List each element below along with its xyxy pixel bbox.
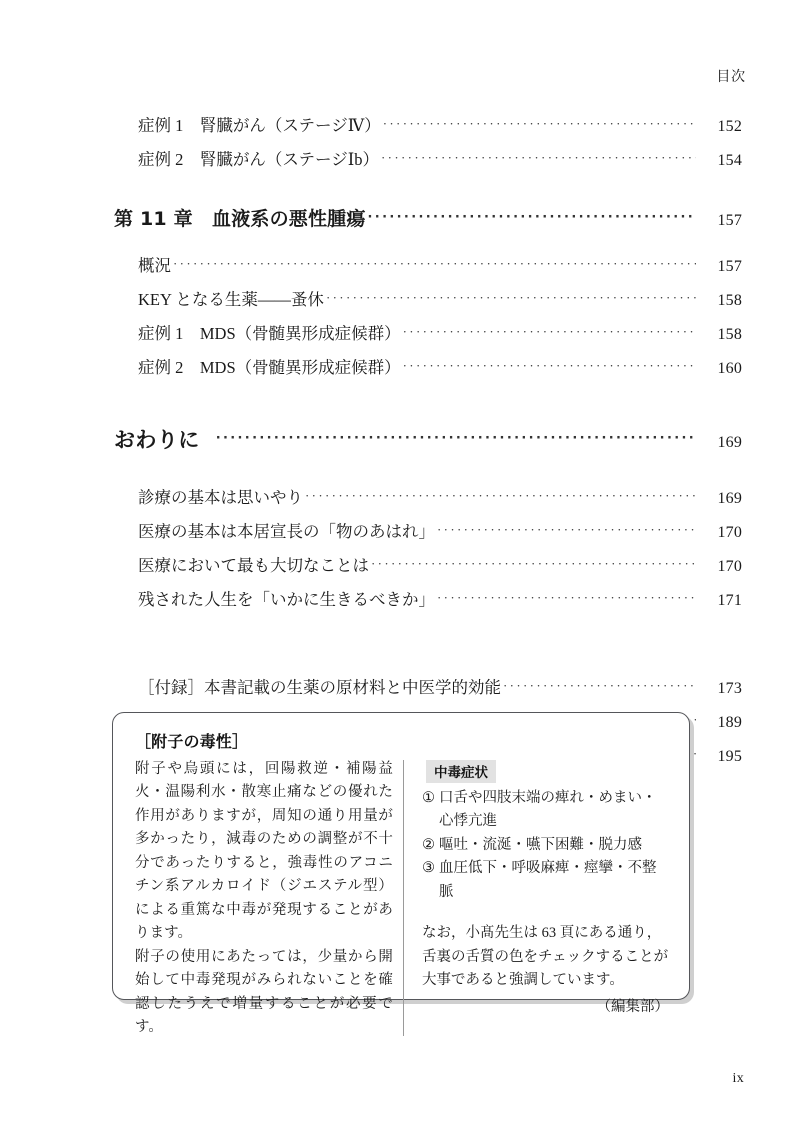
- toc-page-number: 189: [717, 714, 742, 731]
- toc-chapter-label: 第 11 章 血液系の悪性腫瘍: [114, 208, 366, 230]
- toc-row[interactable]: [0, 326, 800, 360]
- leader-dots: [383, 117, 696, 130]
- note-right-column: [404, 758, 669, 1040]
- toc-page-number: 171: [717, 592, 742, 609]
- toc-page-number: 154: [717, 152, 742, 169]
- toc-entry-label: 診療の基本は思いやり: [138, 488, 303, 507]
- leader-dots: [216, 431, 696, 446]
- spacer: [0, 186, 800, 204]
- note-tail: [422, 922, 669, 1015]
- toc-page-number: 157: [717, 258, 742, 275]
- note-box-inner: [113, 713, 689, 1036]
- list-item: [422, 857, 669, 904]
- leader-dots: [503, 678, 696, 694]
- toc-entry-label: 症例 1 腎臓がん（ステージⅣ）: [138, 116, 381, 135]
- toc-row[interactable]: [0, 152, 800, 186]
- symptom-heading: 中毒症状: [426, 760, 496, 783]
- list-item-text: 血圧低下・呼吸麻痺・痙攣・不整脈: [439, 860, 657, 900]
- leader-dots: [305, 489, 696, 502]
- toc-entry-label: KEY となる生薬——蚤休: [138, 290, 324, 309]
- leader-dots: [371, 557, 696, 570]
- toc-page-number: 158: [717, 292, 742, 309]
- note-box: [112, 712, 690, 1036]
- toc-row[interactable]: [0, 360, 800, 394]
- list-marker: ②: [422, 836, 435, 853]
- toc-entry-label: 症例 2 MDS（骨髄異形成症候群）: [138, 358, 401, 377]
- running-head: 目次: [716, 70, 746, 85]
- toc-entry-label: 症例 2 腎臓がん（ステージⅠb）: [138, 150, 379, 169]
- symptom-list: [422, 787, 669, 904]
- leader-dots: [368, 210, 696, 225]
- note-paragraph: なお，小髙先生は 63 頁にある通り，舌裏の舌質の色をチェックすることが大事であると強調しています。: [422, 925, 669, 989]
- toc-section-label: おわりに: [114, 428, 200, 452]
- list-marker: ①: [422, 790, 435, 806]
- list-item-text: 嘔吐・流涎・嚥下困難・脱力感: [439, 836, 642, 853]
- toc-row[interactable]: [0, 558, 800, 592]
- list-marker: ③: [422, 860, 435, 877]
- toc-entry-label: 症例 1 MDS（骨髄異形成症候群）: [138, 324, 401, 343]
- toc-entry-label: ［付録］本書記載の生薬の原材料と中医学的効能: [138, 678, 501, 697]
- toc-page-number: 173: [717, 680, 742, 697]
- spacer: [0, 626, 800, 656]
- toc-row[interactable]: [0, 674, 800, 708]
- toc-row[interactable]: [0, 490, 800, 524]
- note-paragraph: 附子の使用にあたっては，少量から開始して中毒発現がみられないことを確認したうえで増量することが必要です。: [135, 948, 393, 1036]
- leader-dots: [437, 523, 696, 536]
- table-of-contents: [0, 118, 800, 776]
- page-number: ix: [732, 1071, 744, 1086]
- toc-page-number: 157: [717, 212, 742, 229]
- toc-page-number: 169: [717, 434, 742, 451]
- leader-dots: [326, 291, 696, 304]
- toc-row[interactable]: [0, 118, 800, 152]
- toc-row[interactable]: [0, 592, 800, 626]
- toc-page-number: 169: [717, 490, 742, 507]
- spacer: [0, 656, 800, 674]
- leader-dots: [437, 591, 696, 604]
- toc-chapter-row[interactable]: [0, 204, 800, 248]
- leader-dots: [403, 359, 696, 372]
- toc-entry-label: 医療の基本は本居宣長の「物のあはれ」: [138, 522, 435, 541]
- note-signature: （編集部）: [596, 998, 669, 1015]
- list-item: [422, 834, 669, 857]
- toc-entry-label: 医療において最も大切なことは: [138, 556, 369, 575]
- toc-page-number: 170: [717, 524, 742, 541]
- toc-row[interactable]: [0, 258, 800, 292]
- toc-entry-label: 残された人生を「いかに生きるべきか」: [138, 590, 435, 609]
- list-item: [422, 787, 669, 834]
- toc-page-number: 152: [717, 118, 742, 135]
- toc-page-number: 170: [717, 558, 742, 575]
- toc-section-row[interactable]: [0, 424, 800, 472]
- leader-dots: [403, 325, 696, 338]
- note-left-column: [135, 758, 403, 1040]
- spacer: [0, 472, 800, 490]
- toc-entry-label: 概況: [138, 256, 171, 275]
- list-item-text: 口舌や四肢末端の痺れ・めまい・心悸亢進: [439, 790, 657, 830]
- note-paragraph: 附子や烏頭には，回陽救逆・補陽益火・温陽利水・散寒止痛などの優れた作用がありますが，周知の通り用量が多かったり，減毒のための調整が不十分であったりすると，強毒性のアコニチン系アルカロイド（ジエステル型）による重篤な中毒が発現することがあります。: [135, 761, 393, 942]
- leader-dots: [173, 257, 696, 270]
- toc-row[interactable]: [0, 292, 800, 326]
- note-box-title: ［附子の毒性］: [135, 732, 249, 751]
- spacer: [0, 394, 800, 424]
- toc-page-number: 160: [717, 360, 742, 377]
- note-box-columns: [135, 758, 669, 1040]
- toc-row[interactable]: [0, 524, 800, 558]
- toc-page-number: 195: [717, 748, 742, 765]
- toc-page-number: 158: [717, 326, 742, 343]
- leader-dots: [381, 151, 696, 164]
